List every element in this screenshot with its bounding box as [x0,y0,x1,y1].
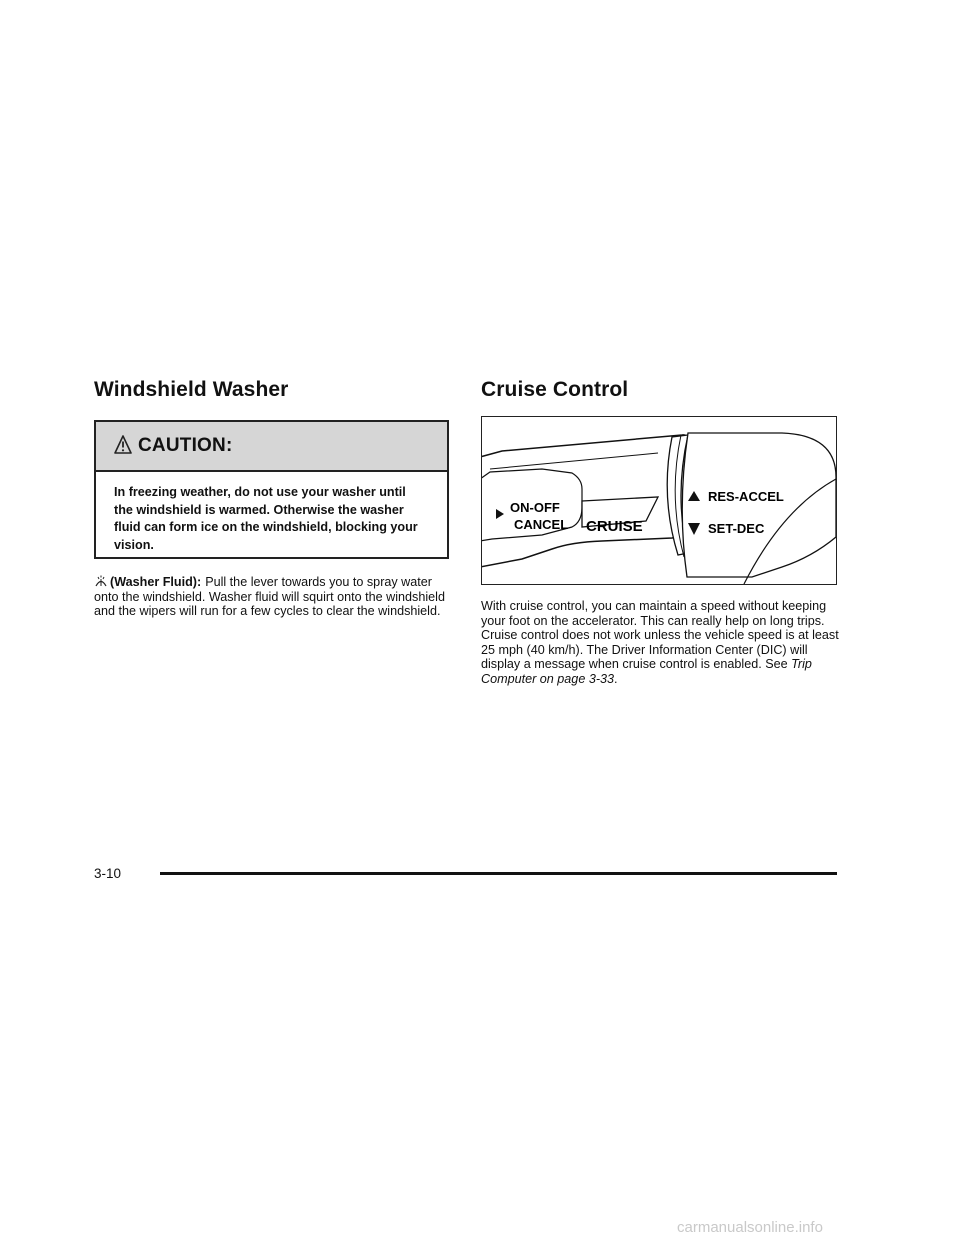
footer-rule [160,872,837,875]
cruise-control-text: With cruise control, you can maintain a speed without keeping your foot on the accelerator. This can really help on long trips. Cruise control does not work unless the vehicle speed is at least 25 mph (40 km/h). The Driver Information Center (DIC) will display a message when cruise control is enabled. See [481,599,839,672]
caution-header [96,422,447,472]
res-accel-label: RES-ACCEL [708,489,784,504]
on-off-label: ON-OFF [510,500,560,515]
washer-fluid-icon [94,574,108,588]
cancel-label: CANCEL [514,517,569,532]
cruise-control-paragraph [481,599,841,687]
watermark: carmanualsonline.info [677,1219,823,1236]
cruise-label: CRUISE [586,518,643,535]
washer-fluid-text: Pull the lever towards you to spray water onto the windshield. Washer fluid will squirt onto the windshield and the wipers will run for a few cycles to clear the windshield. [94,575,445,619]
page-number: 3-10 [94,866,122,881]
caution-box [94,420,449,559]
cruise-lever-drawing [482,417,836,584]
cruise-control-text-end: . [614,671,618,686]
trip-computer-link[interactable]: Trip Computer on page 3-33 [481,657,812,686]
cruise-control-title: Cruise Control [481,378,629,401]
washer-fluid-paragraph [94,574,454,619]
set-dec-label: SET-DEC [708,521,765,536]
windshield-washer-title: Windshield Washer [94,378,289,401]
warning-icon [114,435,132,455]
caution-text: In freezing weather, do not use your washer until the windshield is warmed. Otherwise the washer fluid can form ice on the windshield, blocking your vision. [114,485,418,552]
washer-fluid-label: (Washer Fluid): [110,575,202,589]
cruise-lever-illustration [481,416,837,585]
caution-label: CAUTION: [138,435,233,456]
